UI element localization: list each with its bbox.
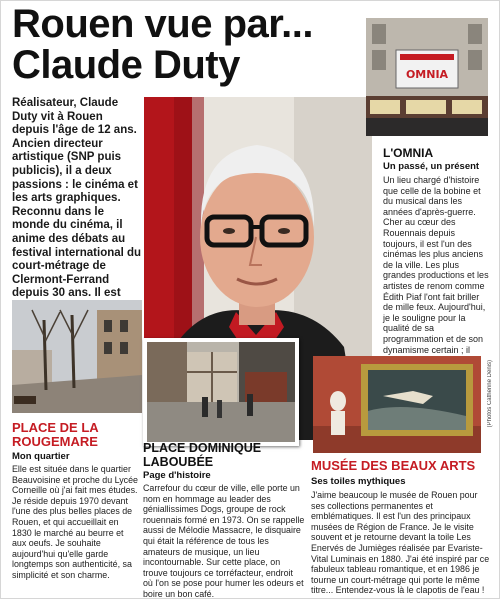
rougemare-text: Elle est située dans le quartier Beauvoisine et proche du Lycée Corneille où j'ai fait mes études. Je réside depuis 1970 devant l'une des plus belles places de Rouen, et qui accueillait en 1830 le marché au beurre et aux oeufs. Je souhaite aujourd'hui qu'elle garde longtemps son authenticité, sa simplicité et son charme. — [12, 464, 138, 580]
omnia-photo — [366, 18, 488, 136]
page-title — [12, 4, 362, 86]
rougemare-photo — [12, 300, 142, 413]
musee-photo — [313, 356, 481, 453]
photo-credit: (Photos Catherine Denis) — [487, 360, 493, 428]
laboubee-heading-line-2: LABOUBÉE — [143, 454, 214, 469]
laboubee-subtitle: Page d'histoire — [143, 470, 211, 481]
musee-heading: MUSÉE DES BEAUX ARTS — [311, 458, 476, 473]
rougemare-subtitle: Mon quartier — [12, 451, 70, 462]
musee-subtitle: Ses toiles mythiques — [311, 476, 406, 487]
title-line-2: Claude Duty — [12, 43, 240, 87]
omnia-subtitle: Un passé, un présent — [383, 161, 480, 172]
rougemare-heading-line-1: PLACE DE LA — [12, 420, 99, 435]
omnia-heading: L'OMNIA — [383, 146, 434, 160]
laboubee-photo — [143, 338, 299, 446]
omnia-text: Un lieu chargé d'histoire que celle de la bobine et du musical dans les années d'après-guerre. Cher au cœur des Rouennais depuis toujours, il est l'un des cinémas les plus anciens de la ville. Les plus grandes productions et les artistes de renom comme Édith Piaf l'ont fait briller de mille feux. Aujourd'hui, je le souligne pour la qualité de sa programmation et de son dynamisme certain ; il — [383, 175, 489, 355]
intro-text: Réalisateur, Claude Duty vit à Rouen depuis l'âge de 12 ans. Ancien directeur artistique (SNP puis publicis), il a deux passions : le cinéma et les arts graphiques. Reconnu dans le monde du cinéma, il anime des débats au festival international du court-métrage de Clermont-Ferrand depuis 30 ans. Il est — [12, 97, 142, 300]
musee-text: J'aime beaucoup le musée de Rouen pour ses collections permanentes et emblématiques. Il est l'un des principaux musées de Région de France. Je le visite souvent et je retourne devant la toile Les Enervés de Jumièges réalisée par Evariste-Vital Luminais en 1880. J'ai été inspiré par ce fabuleux tableau romantique, et en 1986 je tourne un court-métrage qui porte le même titre... Entendez-vous là le clapotis de l'eau ! — [311, 490, 490, 596]
title-line-1: Rouen vue par... — [12, 2, 313, 46]
laboubee-heading-line-1: PLACE DOMINIQUE — [143, 441, 262, 455]
laboubee-text: Carrefour du cœur de ville, elle porte un nom en hommage au leader des géniallissimes Dogs, groupe de rock rouennais formé en 1973. On se rappelle aussi de Mélodie Massacre, le disquaire qui était la référence de tous les amateurs de musique, un lieu incontournable. Sur cette place, on trouve toujours ce torréfacteur, endroit où l'on se pose pour humer les odeurs et boire un bon café. — [143, 483, 305, 599]
rougemare-heading-line-2: ROUGEMARE — [12, 434, 98, 449]
omnia-sign: OMNIA — [405, 68, 449, 81]
